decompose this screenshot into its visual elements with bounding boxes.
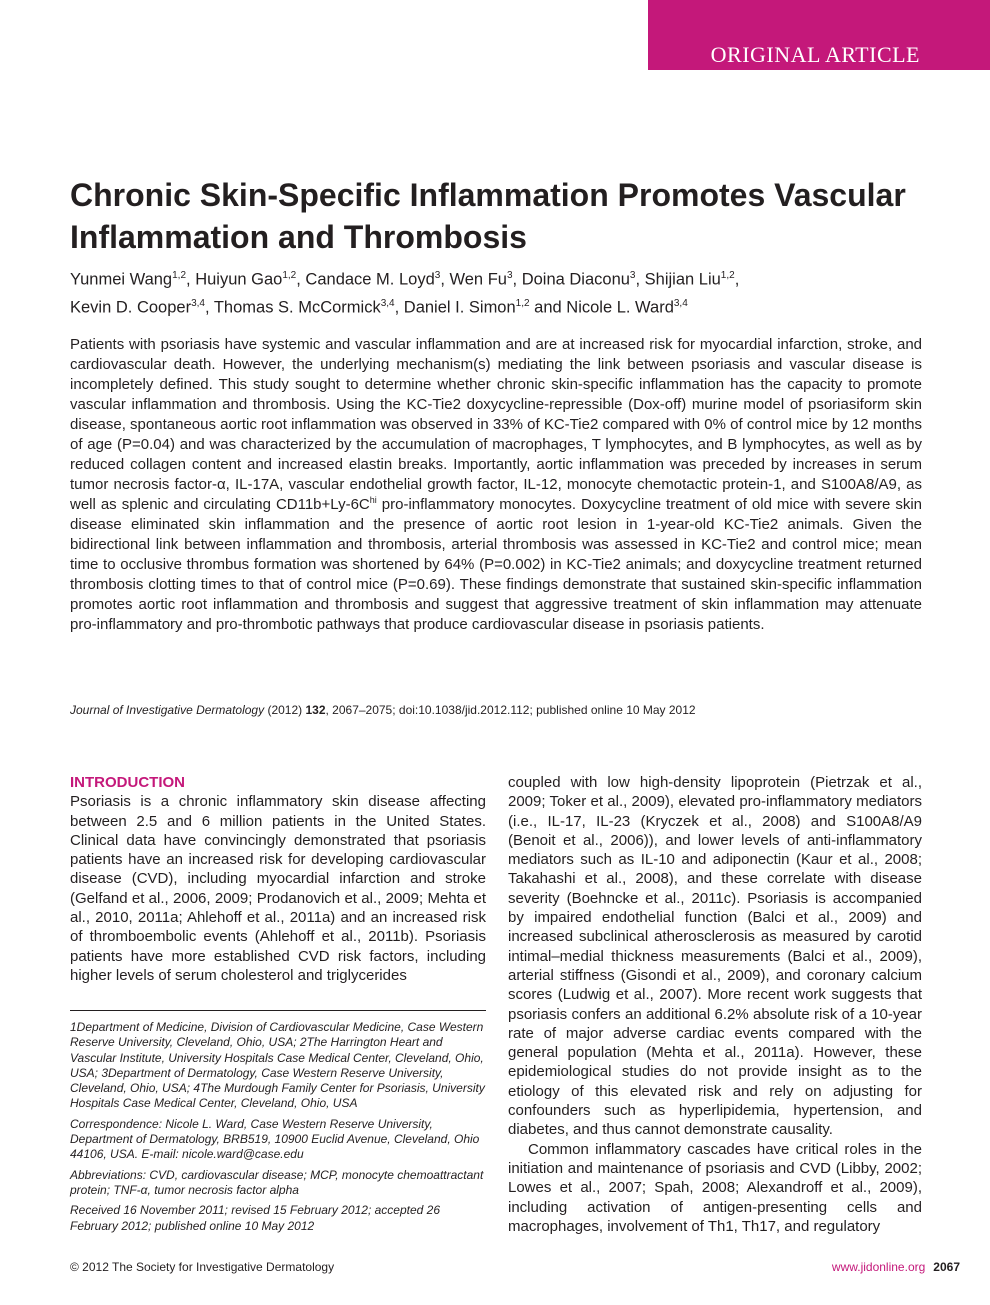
page-number: 2067: [933, 1260, 960, 1274]
author-name: Doina Diaconu: [521, 270, 630, 289]
author-name: Daniel I. Simon: [403, 298, 516, 316]
footnote-correspondence: Correspondence: Nicole L. Ward, Case Western Reserve University, Department of Dermatology, BRB519, 10900 Euclid Avenue, Cleveland, Ohio 44106, USA. E-mail: nicole.ward@case.edu: [70, 1116, 480, 1162]
author-name: Candace M. Loyd: [305, 270, 435, 289]
abstract-text-1: Patients with psoriasis have systemic and vascular inflammation and are at increased risk for myocardial infarction, stroke, and cardiovascular death. However, the underlying mechanism(s) mediating the link between psoriasis and vascular disease is incompletely defined. This study sought to determine whether chronic skin-specific inflammation has the capacity to promote vascular inflammation and thrombosis. Using the KC-Tie2 doxycycline-repressible (Dox-off) murine model of psoriasiform skin disease, spontaneous aortic root inflammation was observed in 33% of KC-Tie2 compared with 0% of control mice by 12 months of age (P=0.04) and was characterized by the accumulation of macrophages, T lymphocytes, and B lymphocytes, as well as by reduced collagen content and increased elastin breaks. Importantly, aortic inflammation was preceded by increases in serum tumor necrosis factor-α, IL-17A, vascular endothelial growth factor, IL-12, monocyte chemotactic protein-1, and S100A8/A9, as well as splenic and circulating CD11b: [70, 336, 922, 513]
author-affiliation: 3: [629, 270, 636, 281]
citation-rest: , 2067–2075; doi:10.1038/jid.2012.112; published online 10 May 2012: [325, 703, 696, 717]
author-name: Shijian Liu: [644, 270, 721, 289]
author-affiliation: 1,2: [720, 270, 735, 281]
intro-paragraph-1-cont: coupled with low high-density lipoprotein (Pietrzak et al., 2009; Toker et al., 2009), elevated pro-inflammatory mediators (i.e., IL-17, IL-23 (Kryczek et al., 2008) and S100A8/A9 (Benoit et al., 2006)), and lower levels of anti-inflammatory mediators such as IL-10 and adiponectin (Kaur et al., 2008; Takahashi et al., 2008), and these correlate with disease severity (Boehncke et al., 2011c). Psoriasis is accompanied by impaired endothelial function (Balci et al., 2009) and increased subclinical atherosclerosis as measured by carotid intimal–medial thickness measurements (Balci et al., 2009), arterial stiffness (Gisondi et al., 2009), and coronary calcium scores (Ludwig et al., 2007). More recent work suggests that psoriasis confers an additional 6.2% absolute risk of a 10-year rate of major adverse cardiac events compared with the general population (Mehta et al., 2011a). However, these epidemiological studies do not provide insight as to the etiology of this elevated risk and rely on adjusting for confounders such as hyperlipidemia, hypertension, and diabetes, and thus cannot demonstrate causality.: [508, 774, 922, 1139]
abstract-marker: +Ly-6C: [321, 496, 370, 513]
author-name: Kevin D. Cooper: [70, 298, 192, 316]
author-name: Huiyun Gao: [195, 270, 283, 289]
article-title: Chronic Skin-Specific Inflammation Promotes Vascular Inflammation and Thrombosis: [70, 177, 906, 255]
citation-year: (2012): [264, 703, 306, 717]
footer-right: [832, 1260, 960, 1274]
footnote-dates: Received 16 November 2011; revised 15 February 2012; accepted 26 February 2012; published online 10 May 2012: [70, 1203, 441, 1233]
author-affiliation: 1,2: [515, 297, 530, 309]
author-affiliation: 3: [434, 270, 441, 281]
citation-journal: Journal of Investigative Dermatology: [70, 703, 265, 717]
author-name: Nicole L. Ward: [566, 298, 674, 316]
author-affiliation: 1,2: [282, 270, 297, 281]
footer-copyright: © 2012 The Society for Investigative Dermatology: [70, 1260, 335, 1274]
author-affiliation: 3: [506, 270, 513, 281]
footnote-abbreviations: Abbreviations: CVD, cardiovascular disease; MCP, monocyte chemoattractant protein; TNF-α, tumor necrosis factor alpha: [70, 1167, 484, 1197]
citation-volume: 132: [305, 703, 326, 717]
author-affiliation: 3,4: [191, 297, 205, 309]
journal-url-link[interactable]: www.jidonline.org: [831, 1260, 926, 1274]
abstract-text-2: pro-inflammatory monocytes. Doxycycline treatment of old mice with severe skin disease eliminated skin inflammation and the presence of aortic root lesion in 1-year-old KC-Tie2 animals. Given the bidirectional link between inflammation and thrombosis, arterial thrombosis was assessed in KC-Tie2 and control mice; mean time to occlusive thrombus formation was shortened by 64% (P=0.002) in KC-Tie2 animals; and doxycycline treatment returned thrombosis clotting times to that of control mice (P=0.69). These findings demonstrate that sustained skin-specific inflammation promotes aortic root inflammation and thrombosis and suggest that aggressive treatment of skin inflammation may attenuate pro-inflammatory and pro-thrombotic pathways that produce cardiovascular disease in psoriasis patients.: [70, 496, 922, 633]
journal-citation: [70, 703, 696, 717]
footnote-affiliations: 1Department of Medicine, Division of Cardiovascular Medicine, Case Western Reserve University, Cleveland, Ohio, USA; 2The Harrington Heart and Vascular Institute, University Hospitals Case Medical Center, Cleveland, Ohio, USA; 3Department of Dermatology, Case Western Reserve University, Cleveland, Ohio, USA; 4The Murdough Family Center for Psoriasis, University Hospitals Case Medical Center, Cleveland, Ohio, USA: [70, 1020, 485, 1111]
author-list: Yunmei Wang$^{1,2}$, Huiyun Gao$^{1,2}$, Candace M. Loyd$^3$, Wen Fu$^3$, Doina Diaconu$^3$, Shijian Liu$^{1,2}$, Kevin D. Cooper$^{3,4}$, Thomas S. McCormick$^{3,4}$, Daniel I. Simon$^{1,2}$ and Nicole L. Ward$^{3,4}$: [70, 270, 740, 316]
intro-paragraph-1: Psoriasis is a chronic inflammatory skin disease affecting between 2.5 and 6 million patients in the United States. Clinical data have convincingly demonstrated that psoriasis patients have an increased risk for developing cardiovascular disease (CVD), including myocardial infarction and stroke (Gelfand et al., 2006, 2009; Prodanovich et al., 2009; Mehta et al., 2010, 2011a; Ahlehoff et al., 2011a) and an increased risk of thromboembolic events (Ahlehoff et al., 2011b). Psoriasis patients have more established CVD risk factors, including higher levels of serum cholesterol and triglycerides: [70, 793, 486, 984]
author-name: Yunmei Wang: [70, 270, 173, 289]
footnote-divider: [70, 1010, 486, 1011]
abstract: [70, 335, 922, 635]
intro-left-column: [70, 773, 486, 985]
author-name: Thomas S. McCormick: [213, 298, 381, 316]
intro-paragraph-2: Common inflammatory cascades have critical roles in the initiation and maintenance of psoriasis and CVD (Libby, 2002; Lowes et al., 2007; Spah, 2008; Alexandroff et al., 2009), including activation of antigen-presenting cells and macrophages, involvement of Th1, Th17, and regulatory: [508, 1140, 922, 1235]
section-heading-introduction: INTRODUCTION: [70, 774, 185, 791]
author-affiliation: 3,4: [673, 297, 688, 309]
abstract-marker-sup: hi: [369, 495, 377, 505]
article-type-banner: [648, 0, 990, 70]
intro-right-column: [508, 773, 922, 1236]
author-affiliation: 3,4: [380, 297, 395, 309]
author-name: Wen Fu: [449, 270, 507, 289]
author-affiliation: 1,2: [172, 270, 187, 281]
footnotes: [70, 1020, 486, 1239]
article-type-label: ORIGINAL ARTICLE: [710, 42, 920, 67]
